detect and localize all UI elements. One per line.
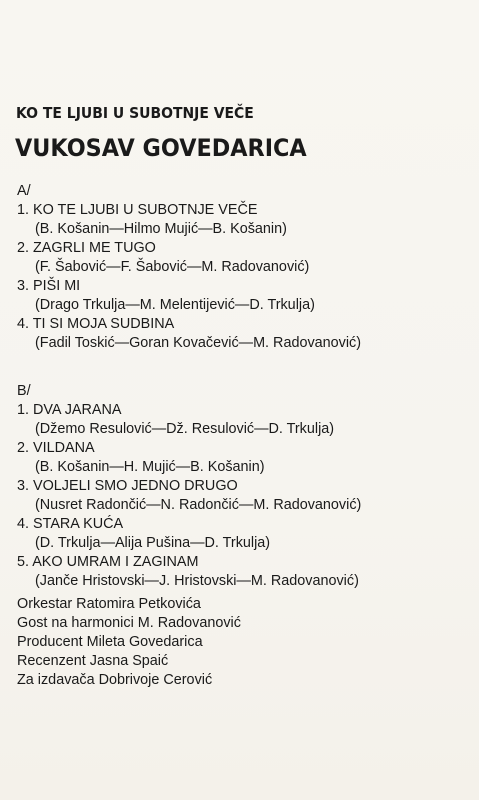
- album-title: KO TE LJUBI U SUBOTNJE VEČE: [16, 104, 254, 122]
- track-credits: (Nusret Radončić—N. Radončić—M. Radovanović): [35, 497, 362, 513]
- track-title: 4. STARA KUĆA: [17, 516, 124, 532]
- credit-guest: Gost na harmonici M. Radovanović: [17, 615, 241, 631]
- production-credits: [17, 595, 241, 690]
- track-item: [17, 277, 472, 315]
- track-item: [17, 315, 472, 353]
- credit-publisher: Za izdavača Dobrivoje Cerović: [17, 672, 213, 688]
- side-label: B/: [17, 383, 31, 399]
- track-credits: (Džemo Resulović—Dž. Resulović—D. Trkulja): [35, 421, 335, 437]
- track-title: 1. DVA JARANA: [17, 402, 122, 418]
- side-divider: [17, 353, 472, 382]
- credit-producer: Producent Mileta Govedarica: [17, 634, 203, 650]
- artist-name: VUKOSAV GOVEDARICA: [15, 134, 307, 162]
- track-credits: (B. Košanin—H. Mujić—B. Košanin): [35, 459, 265, 475]
- track-title: 2. VILDANA: [17, 440, 95, 456]
- track-title: 2. ZAGRLI ME TUGO: [17, 240, 156, 256]
- track-item: [17, 439, 472, 477]
- track-credits: (B. Košanin—Hilmo Mujić—B. Košanin): [35, 221, 287, 237]
- track-item: [17, 401, 472, 439]
- track-item: [17, 553, 472, 591]
- track-credits: (Fadil Toskić—Goran Kovačević—M. Radovanović): [35, 335, 362, 351]
- track-credits: (D. Trkulja—Alija Pušina—D. Trkulja): [35, 535, 271, 551]
- track-item: [17, 477, 472, 515]
- credit-orchestra: Orkestar Ratomira Petkovića: [17, 596, 201, 612]
- track-title: 3. PIŠI MI: [17, 278, 81, 294]
- track-title: 1. KO TE LJUBI U SUBOTNJE VEČE: [17, 202, 258, 218]
- side-b: [17, 382, 472, 591]
- track-title: 4. TI SI MOJA SUDBINA: [17, 316, 175, 332]
- track-title: 5. AKO UMRAM I ZAGINAM: [17, 554, 199, 570]
- track-credits: (F. Šabović—F. Šabović—M. Radovanović): [35, 259, 310, 275]
- credit-reviewer: Recenzent Jasna Spaić: [17, 653, 169, 669]
- track-credits: (Drago Trkulja—M. Melentijević—D. Trkulja): [35, 297, 315, 313]
- track-credits: (Janče Hristovski—J. Hristovski—M. Radovanović): [35, 573, 359, 589]
- track-item: [17, 201, 472, 239]
- track-item: [17, 515, 472, 553]
- track-title: 3. VOLJELI SMO JEDNO DRUGO: [17, 478, 238, 494]
- side-a: [17, 182, 472, 353]
- track-item: [17, 239, 472, 277]
- side-label: A/: [17, 183, 31, 199]
- tracklist: [17, 182, 472, 591]
